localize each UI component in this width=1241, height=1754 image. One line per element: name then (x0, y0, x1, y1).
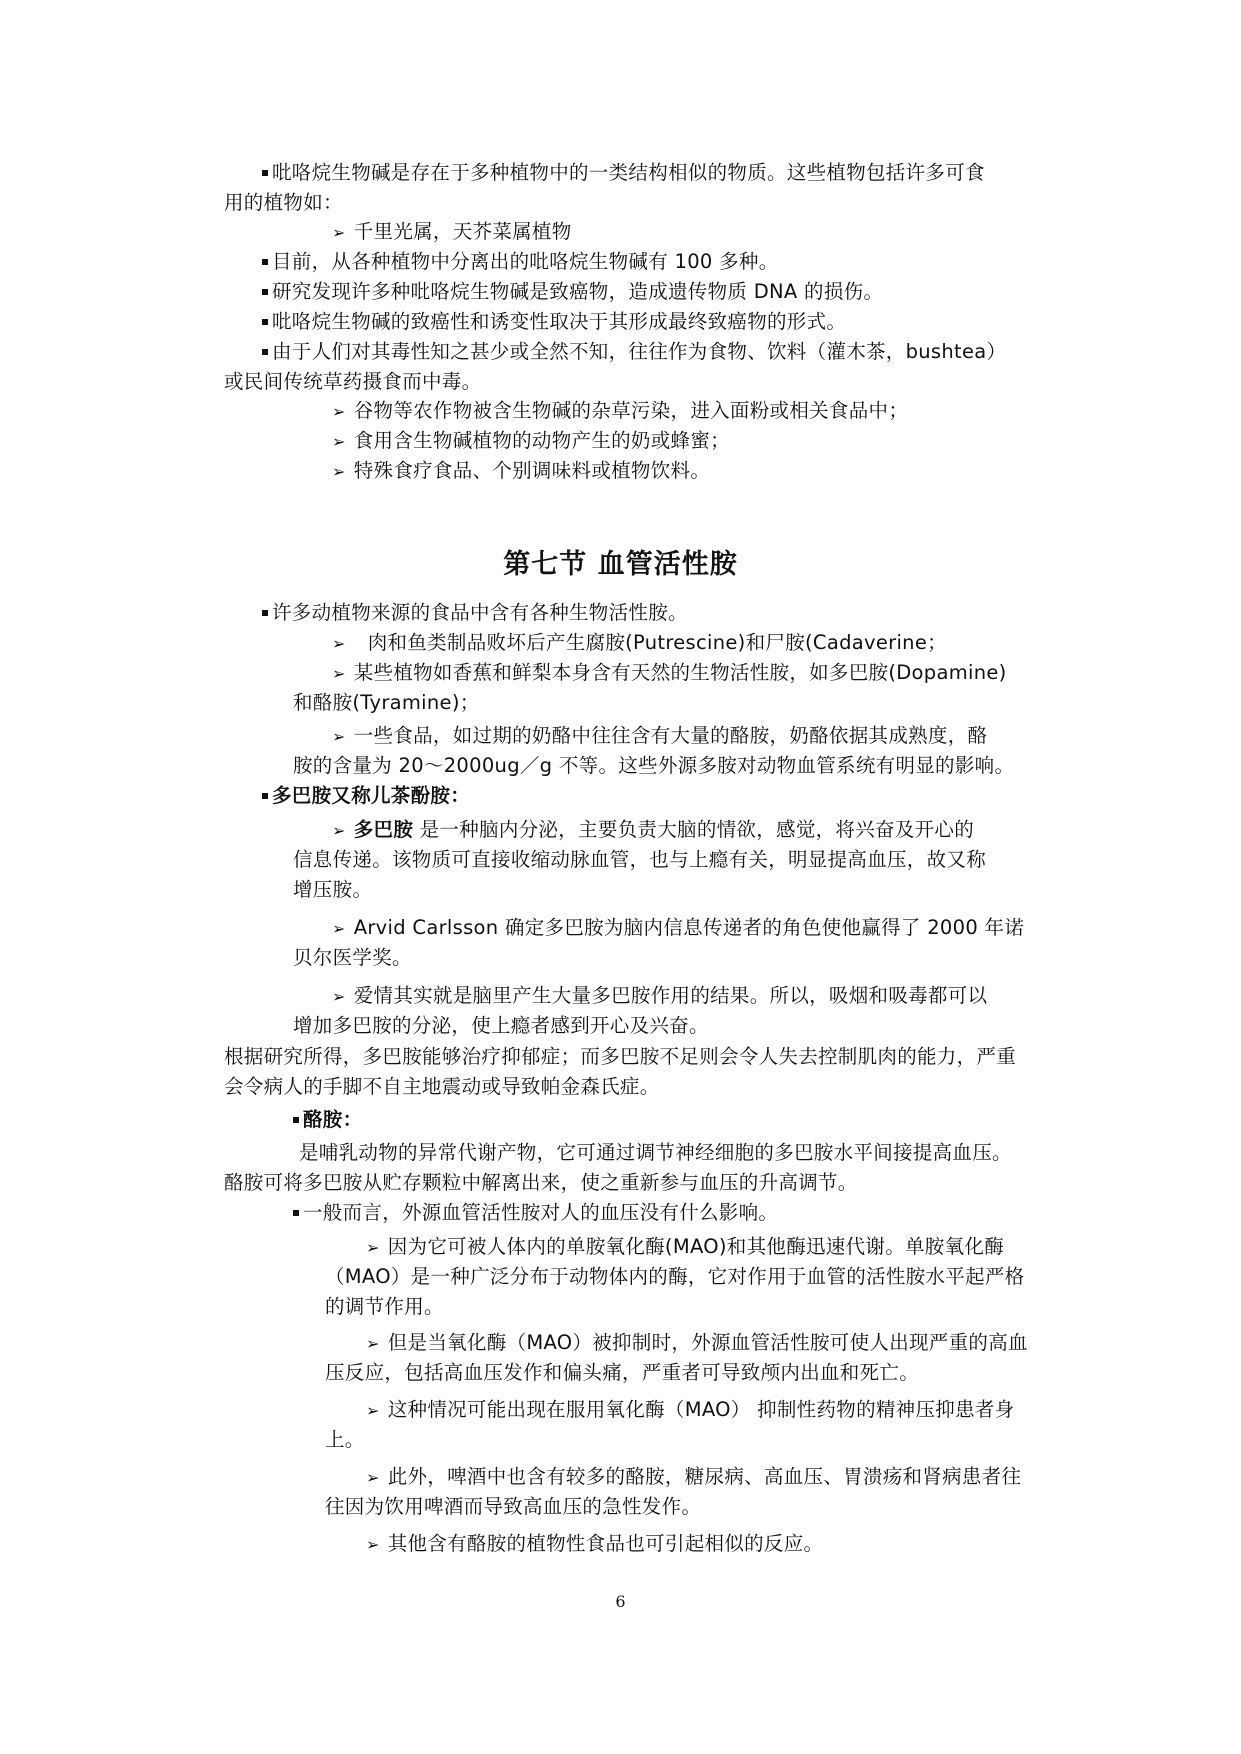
arrow-bullet-icon: ➢ (366, 1401, 380, 1420)
arrow-bullet-icon: ➢ (332, 821, 346, 840)
text-line: 酪胺可将多巴胺从贮存颗粒中解离出来，使之重新参与血压的升高调节。 (224, 1171, 858, 1194)
arrow-bullet-icon: ➢ (332, 727, 346, 746)
arrow-bullet-icon: ➢ (366, 1535, 380, 1554)
bullet-line: 吡咯烷生物碱的致癌性和诱变性取决于其形成最终致癌物的形式。 (262, 307, 846, 337)
text-line: 信息传递。该物质可直接收缩动脉血管，也与上瘾有关，明显提高血压，故又称 (293, 848, 987, 871)
subheading: 酪胺： (293, 1105, 362, 1135)
arrow-bullet-icon: ➢ (332, 634, 346, 653)
arrow-bullet-icon: ➢ (366, 1468, 380, 1487)
bullet-line: 一般而言，外源血管活性胺对人的血压没有什么影响。 (293, 1198, 778, 1228)
bullet-line: 吡咯烷生物碱是存在于多种植物中的一类结构相似的物质。这些植物包括许多可食 (262, 158, 985, 188)
arrow-item: ➢ 千里光属，天芥菜属植物 (332, 217, 572, 248)
square-bullet-icon (262, 289, 268, 295)
bullet-line: 许多动植物来源的食品中含有各种生物活性胺。 (262, 598, 688, 628)
arrow-item: ➢ 某些植物如香蕉和鲜梨本身含有天然的生物活性胺，如多巴胺(Dopamine) (332, 658, 1007, 689)
square-bullet-icon (262, 319, 268, 325)
bullet-line: 目前，从各种植物中分离出的吡咯烷生物碱有 100 多种。 (262, 247, 779, 277)
arrow-item: ➢ 爱情其实就是脑里产生大量多巴胺作用的结果。所以，吸烟和吸毒都可以 (332, 981, 987, 1012)
section-title: 第七节 血管活性胺 (503, 549, 738, 580)
text-line: 增压胺。 (293, 878, 373, 901)
text-line: 或民间传统草药摄食而中毒。 (224, 370, 482, 393)
arrow-item: ➢ 谷物等农作物被含生物碱的杂草污染，进入面粉或相关食品中； (332, 396, 908, 427)
arrow-bullet-icon: ➢ (332, 462, 346, 481)
text-line: 用的植物如： (224, 191, 343, 214)
arrow-item: ➢ 这种情况可能出现在服用氧化酶（MAO） 抑制性药物的精神压抑患者身 (366, 1395, 1015, 1426)
square-bullet-icon (262, 610, 268, 616)
square-bullet-icon (262, 259, 268, 265)
arrow-bullet-icon: ➢ (332, 223, 346, 242)
arrow-bullet-icon: ➢ (332, 919, 346, 938)
text-line: 上。 (325, 1428, 365, 1451)
page-number: 6 (615, 1592, 626, 1611)
arrow-item: ➢ 此外，啤酒中也含有较多的酪胺，糖尿病、高血压、胃溃疡和肾病患者往 (366, 1462, 1021, 1493)
arrow-item: ➢ 其他含有酪胺的植物性食品也可引起相似的反应。 (366, 1529, 823, 1560)
text-line: （MAO）是一种广泛分布于动物体内的酶，它对作用于血管的活性胺水平起严格 (325, 1265, 1025, 1288)
text-line: 根据研究所得，多巴胺能够治疗抑郁症；而多巴胺不足则会令人失去控制肌肉的能力，严重 (224, 1045, 1017, 1068)
subheading: 多巴胺又称儿茶酚胺： (262, 781, 470, 811)
arrow-item: ➢ 但是当氧化酶（MAO）被抑制时，外源血管活性胺可使人出现严重的高血 (366, 1328, 1028, 1359)
text-line: 会令病人的手脚不自主地震动或导致帕金森氏症。 (224, 1075, 660, 1098)
square-bullet-icon (262, 349, 268, 355)
square-bullet-icon (262, 793, 268, 799)
arrow-item: ➢ 因为它可被人体内的单胺氧化酶(MAO)和其他酶迅速代谢。单胺氧化酶 (366, 1232, 1004, 1263)
arrow-item: ➢ Arvid Carlsson 确定多巴胺为脑内信息传递者的角色使他赢得了 2000 年诺 (332, 913, 1024, 944)
text-line: 往因为饮用啤酒而导致高血压的急性发作。 (325, 1495, 702, 1518)
arrow-bullet-icon: ➢ (366, 1334, 380, 1353)
text-line: 压反应，包括高血压发作和偏头痛，严重者可导致颅内出血和死亡。 (325, 1361, 920, 1384)
arrow-item: ➢ 食用含生物碱植物的动物产生的奶或蜂蜜； (332, 426, 730, 457)
bullet-line: 由于人们对其毒性知之甚少或全然不知，往往作为食物、饮料（灌木茶，bushtea） (262, 337, 1006, 367)
square-bullet-icon (293, 1210, 299, 1216)
arrow-bullet-icon: ➢ (332, 402, 346, 421)
arrow-bullet-icon: ➢ (332, 664, 346, 683)
text-line: 和酪胺(Tyramine)； (293, 691, 480, 714)
arrow-item: ➢ 一些食品，如过期的奶酪中往往含有大量的酪胺，奶酪依据其成熟度，酪 (332, 721, 987, 752)
arrow-bullet-icon: ➢ (332, 432, 346, 451)
square-bullet-icon (262, 170, 268, 176)
arrow-bullet-icon: ➢ (366, 1238, 380, 1257)
square-bullet-icon (293, 1117, 299, 1123)
text-line: 是哺乳动物的异常代谢产物，它可通过调节神经细胞的多巴胺水平间接提高血压。 (299, 1141, 1012, 1164)
text-line: 的调节作用。 (325, 1295, 444, 1318)
arrow-item: ➢ 肉和鱼类制品败坏后产生腐胺(Putrescine)和尸胺(Cadaverine； (332, 628, 947, 659)
text-line: 胺的含量为 20～2000ug／g 不等。这些外源多胺对动物血管系统有明显的影响。 (293, 754, 1015, 777)
text-line: 增加多巴胺的分泌，使上瘾者感到开心及兴奋。 (293, 1014, 709, 1037)
text-line: 贝尔医学奖。 (293, 946, 412, 969)
arrow-item: ➢ 特殊食疗食品、个别调味料或植物饮料。 (332, 456, 710, 487)
arrow-item: ➢ 多巴胺 是一种脑内分泌，主要负责大脑的情欲，感觉，将兴奋及开心的 (332, 815, 974, 846)
arrow-bullet-icon: ➢ (332, 987, 346, 1006)
bullet-line: 研究发现许多种吡咯烷生物碱是致癌物，造成遗传物质 DNA 的损伤。 (262, 277, 883, 307)
